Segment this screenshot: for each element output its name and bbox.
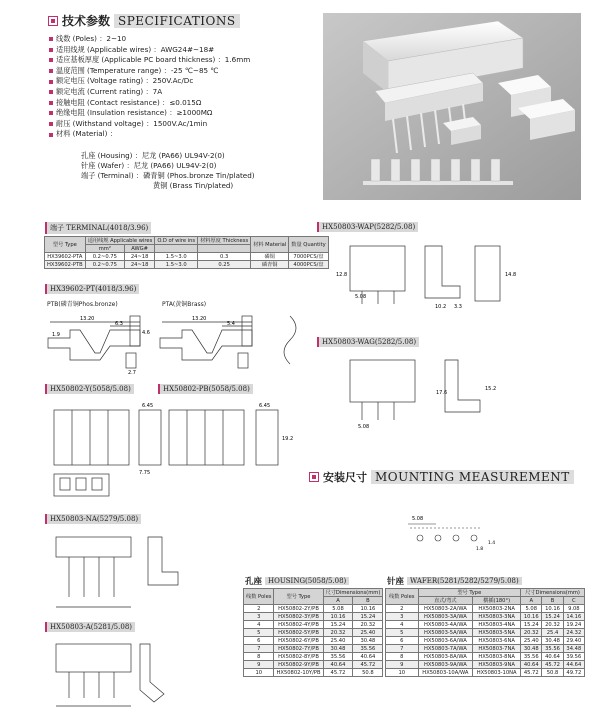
bullet-icon: [49, 58, 53, 62]
spec-list: [49, 34, 250, 140]
table-row: 8 HX50802-8Y/PB 35.56 40.64: [244, 653, 383, 661]
terminal-title: 端子 TERMINAL(4018/3.96): [45, 222, 151, 234]
th-wires: 适用线规 Applicable wires: [85, 237, 155, 245]
th-awg: AWG#: [124, 245, 154, 253]
wafer-wag-drawing: [340, 350, 520, 435]
spec-row: 温度范围 (Temperature range) ：-25 ℃~85 ℃: [49, 66, 250, 77]
table-row: 10 HX50802-10Y/PB 45.72 50.8: [244, 669, 383, 677]
th-thickness: 材料厚度 Thickness: [198, 237, 251, 245]
dim-label: 1.9: [52, 332, 60, 338]
bullet-icon: [309, 472, 319, 482]
spec-row: 接触电阻 (Contact resistance) ：≤0.015Ω: [49, 98, 250, 109]
table-row: 6 HX50803-6A/WA HX50803-6NA 25.40 30.48 29.40: [386, 637, 585, 645]
table-row: 3 HX50802-3Y/PB 10.16 15.24: [244, 613, 383, 621]
dim-label: 12.8: [336, 272, 348, 278]
table-row: HX39602-PTA 0.2~0.75 24~18 1.5~3.0 0.3 磷铜 7000PCS/盘: [45, 253, 329, 261]
spec-row: 适用线规 (Applicable wires) ：AWG24#~18#: [49, 45, 250, 56]
th-c: C: [563, 597, 584, 605]
material-wafer: 针座 (Wafer) ：尼龙 (PA66) UL94V-2(0): [81, 161, 217, 170]
spec-row: 材料 (Material) ：: [49, 129, 250, 140]
dim-label: 6.45: [259, 403, 271, 409]
mount-dim: 1.4: [488, 541, 496, 546]
table-row: 3 HX50803-3A/WA HX50803-3NA 10.16 15.24 14.16: [386, 613, 585, 621]
pb-label: HX50802-PB(5058/5.08): [158, 384, 253, 394]
dim-label: 7.75: [139, 470, 151, 476]
material-housing: 孔座 (Housing) ：尼龙 (PA66) UL94V-2(0): [81, 151, 225, 160]
dim-label: 5.08: [358, 424, 370, 430]
housing-drawing: [44, 398, 304, 508]
dim-label: 13.20: [80, 316, 95, 322]
dim-label: 2.7: [128, 370, 136, 376]
dim-label: 5.08: [355, 294, 367, 300]
table-row: 6 HX50802-6Y/PB 25.40 30.48: [244, 637, 383, 645]
th-b: B: [353, 597, 383, 605]
dim-label: 17.6: [436, 390, 448, 396]
spec-row: 线数 (Poles) ：2~10: [49, 34, 250, 45]
dim-label: 6.3: [115, 321, 123, 327]
housing-table: [243, 588, 383, 677]
th-blank: [198, 245, 251, 253]
spec-row: 耐压 (Withstand voltage) ：1500V.Ac/1min: [49, 119, 250, 130]
table-row: HX39602-PTB 0.2~0.75 24~18 1.5~3.0 0.25 磷青铜 4000PCS/盘: [45, 261, 329, 269]
table-row: 10 HX50803-10A/WA HX50803-10NA 45.72 50.8 49.72: [386, 669, 585, 677]
th-poles: 线数 Poles: [244, 589, 274, 605]
wag-label: HX50803-WAG(5282/5.08): [317, 337, 419, 347]
bullet-icon: [49, 48, 53, 52]
th-blank: [155, 245, 198, 253]
th-horizontal: 横插(180°): [473, 597, 521, 605]
mount-dim: 1.8: [476, 547, 484, 552]
th-type: 型号 Type: [274, 589, 323, 605]
mount-dim: 5.08: [412, 516, 424, 522]
pta-label: PTA(黄铜Brass): [162, 301, 207, 308]
table-row: 8 HX50803-8A/WA HX50803-8NA 35.56 40.64 39.56: [386, 653, 585, 661]
bullet-icon: [49, 37, 53, 41]
th-a: A: [521, 597, 542, 605]
mounting-drawing: [400, 508, 500, 553]
spec-row: 额定电压 (Voltage rating) ：250V.Ac/Dc: [49, 76, 250, 87]
spec-row: 额定电流 (Current rating) ：7A: [49, 87, 250, 98]
th-mm2: mm²: [85, 245, 124, 253]
table-row: 2 HX50803-2A/WA HX50803-2NA 5.08 10.16 9.08: [386, 605, 585, 613]
a-label: HX50803-A(5281/5.08): [45, 622, 135, 632]
dim-label: 13.20: [192, 316, 207, 322]
dim-label: 5.4: [227, 321, 235, 327]
th-od: O.D of wire ins: [155, 237, 198, 245]
table-row: 7 HX50803-7A/WA HX50803-7NA 30.48 35.56 34.48: [386, 645, 585, 653]
material-terminal: 端子 (Terminal) ：磷青铜 (Phos.bronze Tin/plated): [81, 171, 255, 180]
dim-label: 6.45: [142, 403, 154, 409]
spec-row: 适应基板厚度 (Applicable PC board thickness) ：1.6mm: [49, 55, 250, 66]
bullet-icon: [48, 16, 58, 26]
wafer-en: WAFER(5281/5282/5279/5.08): [407, 577, 522, 585]
spec-row: 绝缘电阻 (Insulation resistance) ：≥1000MΩ: [49, 108, 250, 119]
dim-label: 14.8: [505, 272, 517, 278]
housing-header: [245, 575, 349, 587]
wafer-table: [385, 588, 585, 677]
wafer-a-drawing: [44, 634, 184, 714]
bullet-icon: [49, 101, 53, 105]
th-poles: 线数 Poles: [386, 589, 419, 605]
wafer-cn: 针座: [387, 577, 405, 587]
table-row: 7 HX50802-7Y/PB 30.48 35.56: [244, 645, 383, 653]
ptb-label: PTB(磷青铜Phos.bronze): [47, 301, 118, 308]
y-label: HX50802-Y(5058/5.08): [45, 384, 134, 394]
th-b: B: [542, 597, 563, 605]
table-row: 5 HX50803-5A/WA HX50803-5NA 20.32 25.4 24.32: [386, 629, 585, 637]
mounting-header: [309, 469, 574, 485]
dim-label: 4.6: [142, 330, 150, 336]
dim-label: 10.2: [435, 304, 447, 310]
product-photo: [323, 13, 581, 200]
th-type: 型号 Type: [418, 589, 521, 597]
pt-label: HX39602-PT(4018/3.96): [45, 284, 139, 294]
table-row: 9 HX50802-9Y/PB 40.64 45.72: [244, 661, 383, 669]
wafer-wap-drawing: [330, 236, 530, 316]
bullet-icon: [49, 80, 53, 84]
bullet-icon: [49, 133, 53, 137]
th-dims: 尺寸Dimensions(mm): [323, 589, 383, 597]
table-row: 4 HX50802-4Y/PB 15.24 20.32: [244, 621, 383, 629]
specs-en-title: SPECIFICATIONS: [114, 14, 240, 28]
terminal-drawing: [40, 308, 310, 378]
bullet-icon: [49, 111, 53, 115]
bullet-icon: [49, 90, 53, 94]
th-dims: 尺寸Dimensions(mm): [521, 589, 585, 597]
specifications-header: [48, 12, 240, 29]
dim-label: 19.2: [282, 436, 294, 442]
wap-label: HX50803-WAP(5282/5.08): [317, 222, 418, 232]
wafer-na-drawing: [44, 527, 184, 617]
housing-en: HOUSING(5058/5.08): [265, 577, 349, 585]
product-photo-svg: [323, 13, 581, 200]
th-a: A: [323, 597, 353, 605]
wafer-header: [387, 575, 522, 587]
terminal-table: [44, 236, 329, 269]
table-row: 5 HX50802-5Y/PB 20.32 25.40: [244, 629, 383, 637]
th-straight: 直式/弯式: [418, 597, 473, 605]
dim-label: 3.3: [454, 304, 462, 310]
material-brass: 黄铜 (Brass Tin/plated): [153, 181, 234, 190]
table-row: 4 HX50803-4A/WA HX50803-4NA 15.24 20.32 19.24: [386, 621, 585, 629]
bullet-icon: [49, 69, 53, 73]
housing-cn: 孔座: [245, 577, 263, 587]
table-row: 2 HX50802-2Y/PB 5.08 10.16: [244, 605, 383, 613]
na-label: HX50803-NA(5279/5.08): [45, 514, 141, 524]
dim-label: 15.2: [485, 386, 497, 392]
th-quantity: 数量 Quantity: [289, 237, 328, 253]
specs-cn-title: 技术参数: [62, 14, 111, 28]
mounting-cn-title: 安装尺寸: [323, 471, 367, 484]
th-type: 型号 Type: [45, 237, 86, 253]
bullet-icon: [49, 122, 53, 126]
table-row: 9 HX50803-9A/WA HX50803-9NA 40.64 45.72 44.64: [386, 661, 585, 669]
mounting-en-title: MOUNTING MEASUREMENT: [371, 470, 574, 484]
th-material: 材料 Material: [251, 237, 289, 253]
